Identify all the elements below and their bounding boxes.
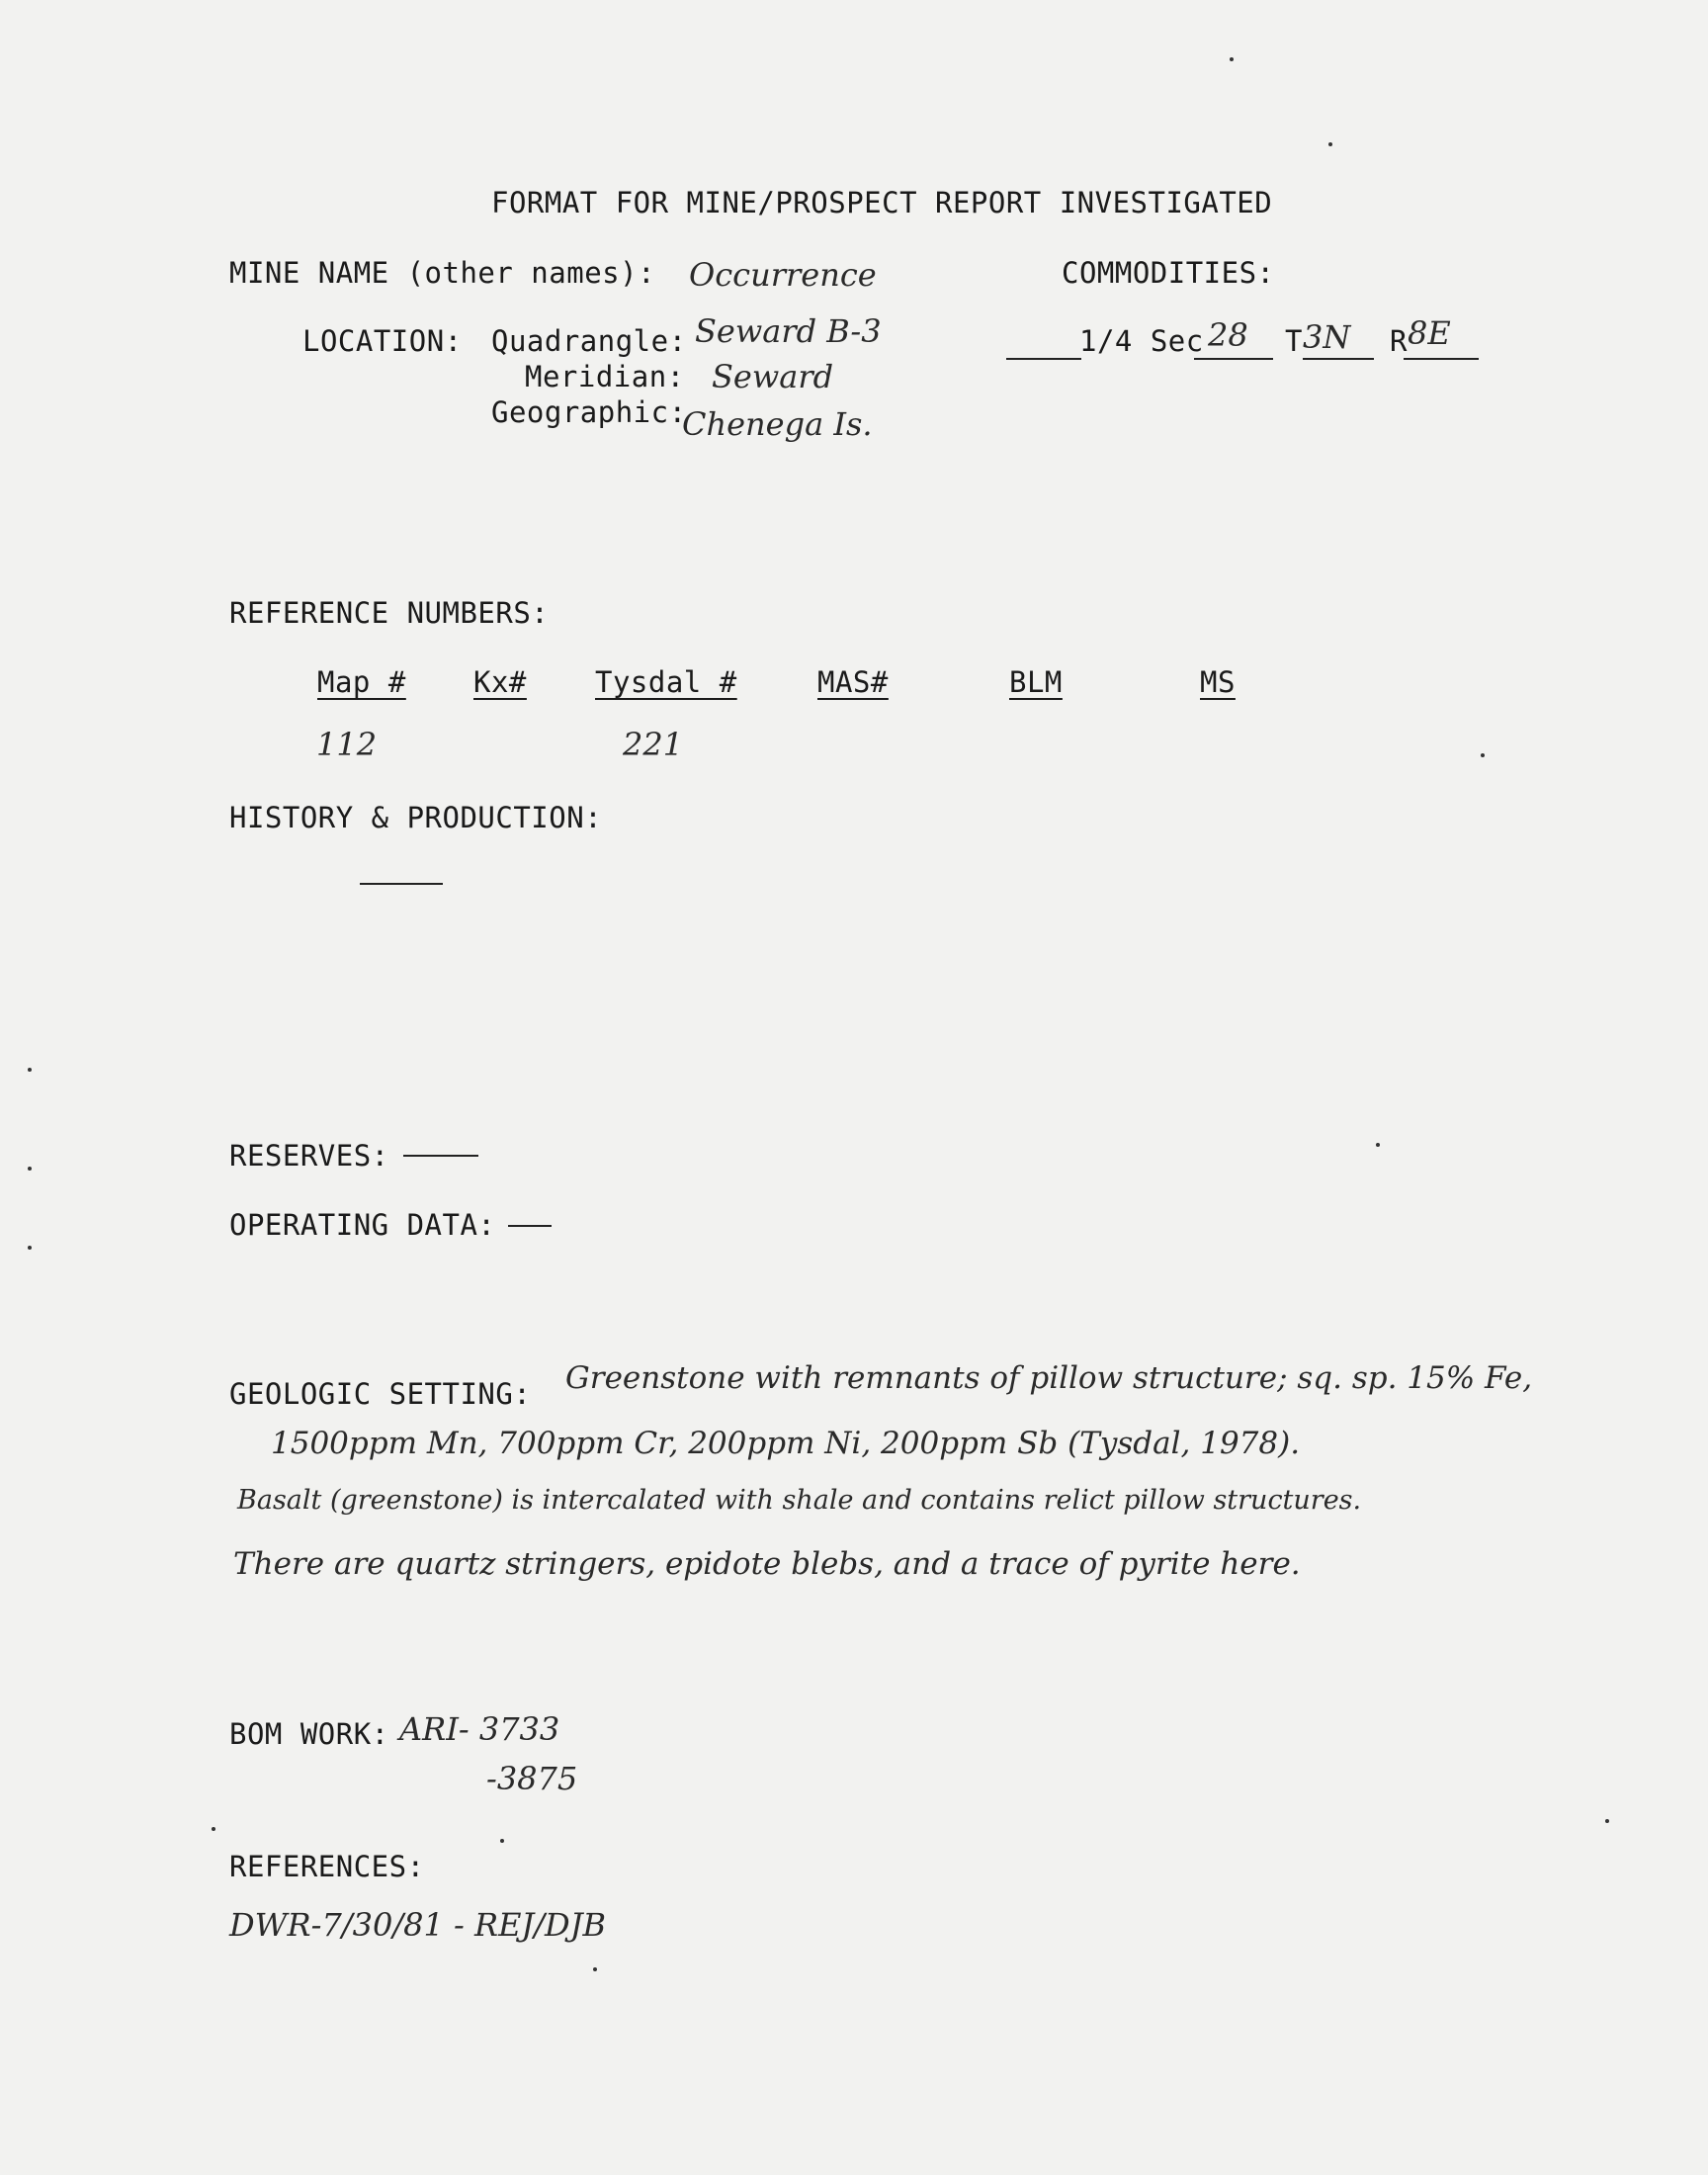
reference-numbers-label: REFERENCE NUMBERS:	[229, 596, 550, 630]
references-value: DWR-7/30/81 - REJ/DJB	[229, 1906, 607, 1944]
geographic-value: Chenega Is.	[682, 405, 873, 443]
commodities-label: COMMODITIES:	[1062, 256, 1275, 290]
quarter-blank	[1006, 358, 1081, 360]
geographic-label: Geographic:	[491, 395, 687, 429]
scan-speck	[28, 1068, 32, 1072]
mine-name-label: MINE NAME (other names):	[229, 256, 656, 290]
meridian-label: Meridian:	[525, 360, 685, 393]
quadrangle-value: Seward B-3	[695, 312, 882, 350]
map-number-value: 112	[316, 726, 378, 763]
bom-work-value-2: -3875	[486, 1760, 578, 1797]
col-kx: Kx#	[473, 665, 527, 699]
col-ms: MS	[1200, 665, 1236, 699]
township-value: 3N	[1303, 318, 1351, 356]
scan-speck	[28, 1167, 32, 1171]
col-blm: BLM	[1009, 665, 1063, 699]
township-label: T	[1285, 324, 1303, 358]
operating-label: OPERATING DATA:	[229, 1208, 496, 1242]
range-label: R	[1390, 324, 1408, 358]
geologic-line-3: Basalt (greenstone) is intercalated with shale and contains relict pillow structures.	[237, 1485, 1362, 1516]
scan-speck	[1328, 142, 1332, 146]
scan-speck	[1605, 1819, 1609, 1823]
meridian-value: Seward	[712, 358, 834, 395]
reserves-label: RESERVES:	[229, 1139, 389, 1173]
scan-speck	[212, 1827, 215, 1831]
location-label: LOCATION:	[302, 324, 463, 358]
references-label: REFERENCES:	[229, 1850, 425, 1883]
scan-speck	[1481, 753, 1485, 757]
range-underline	[1404, 358, 1479, 360]
col-map: Map #	[317, 665, 406, 699]
col-tysdal: Tysdal #	[595, 665, 737, 699]
mine-name-value: Occurrence	[689, 256, 877, 294]
operating-dash	[508, 1225, 552, 1227]
scan-speck	[1376, 1143, 1380, 1147]
geologic-line-4: There are quartz stringers, epidote blebs, and a trace of pyrite here.	[233, 1546, 1301, 1582]
scan-speck	[1230, 57, 1234, 61]
form-title: FORMAT FOR MINE/PROSPECT REPORT INVESTIGATED	[491, 186, 1273, 219]
scan-speck	[28, 1246, 32, 1250]
bom-work-value-1: ARI- 3733	[399, 1710, 560, 1748]
reserves-dash	[403, 1155, 478, 1157]
geologic-line-1: Greenstone with remnants of pillow structure; sq. sp. 15% Fe,	[565, 1360, 1533, 1396]
township-underline	[1303, 358, 1374, 360]
bom-work-label: BOM WORK:	[229, 1717, 389, 1751]
scan-speck	[500, 1839, 504, 1843]
scan-speck	[593, 1967, 597, 1971]
section-underline	[1194, 358, 1273, 360]
col-mas: MAS#	[817, 665, 889, 699]
quarter-section-label: 1/4 Sec	[1079, 324, 1204, 358]
range-value: 8E	[1408, 314, 1451, 352]
quadrangle-label: Quadrangle:	[491, 324, 687, 358]
history-label: HISTORY & PRODUCTION:	[229, 801, 603, 834]
geologic-line-2: 1500ppm Mn, 700ppm Cr, 200ppm Ni, 200ppm Sb (Tysdal, 1978).	[271, 1426, 1301, 1461]
tysdal-number-value: 221	[623, 726, 684, 763]
geologic-label: GEOLOGIC SETTING:	[229, 1377, 532, 1411]
section-value: 28	[1208, 316, 1248, 354]
history-dash	[360, 883, 443, 885]
